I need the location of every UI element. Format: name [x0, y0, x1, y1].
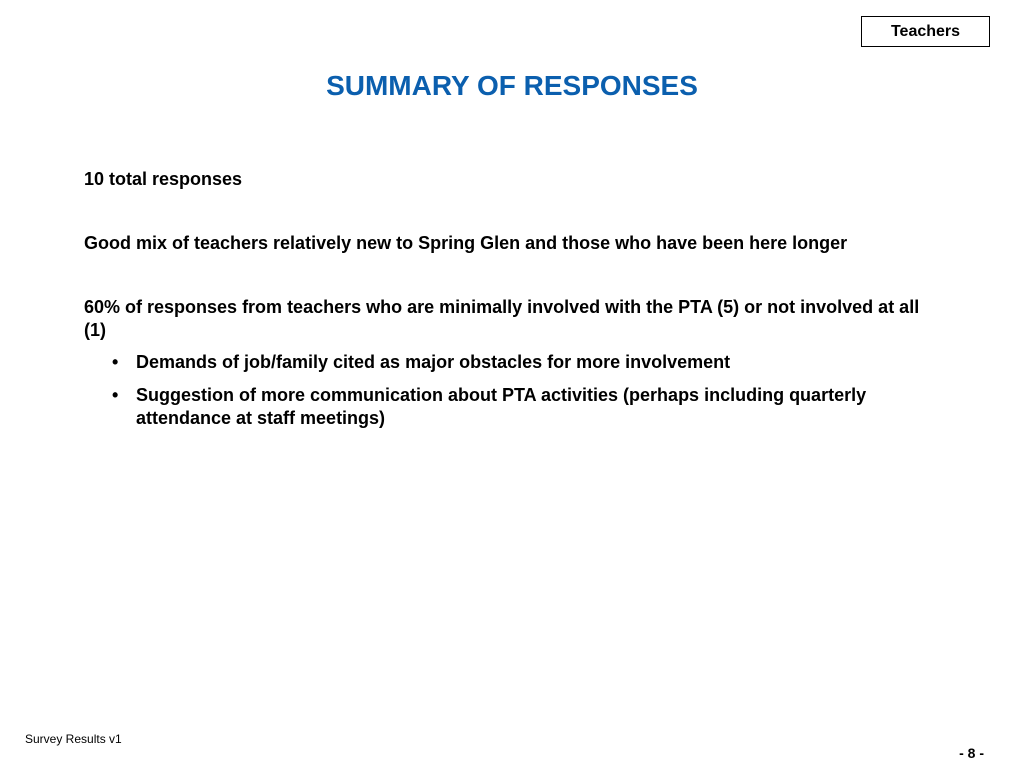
bullet-list — [84, 351, 944, 430]
bullet-text: Suggestion of more communication about PTA activities (perhaps including quarterly attendance at staff meetings) — [136, 385, 867, 428]
summary-paragraph-involvement: 60% of responses from teachers who are minimally involved with the PTA (5) or not involved at all (1) — [84, 297, 920, 340]
bullet-item — [84, 351, 916, 374]
bullet-text: Demands of job/family cited as major obstacles for more involvement — [136, 352, 731, 372]
summary-paragraph-total: 10 total responses — [84, 169, 243, 189]
section-tag: Teachers — [861, 16, 990, 47]
bullet-icon: • — [112, 352, 119, 372]
footer-document-label: Survey Results v1 — [25, 732, 122, 746]
bullet-icon: • — [112, 385, 119, 405]
page-title: SUMMARY OF RESPONSES — [326, 70, 698, 101]
page-number: - 8 - — [959, 745, 984, 761]
summary-paragraph-mix: Good mix of teachers relatively new to Spring Glen and those who have been here longer — [84, 233, 848, 253]
bullet-item — [84, 384, 916, 430]
summary-content — [84, 168, 944, 440]
